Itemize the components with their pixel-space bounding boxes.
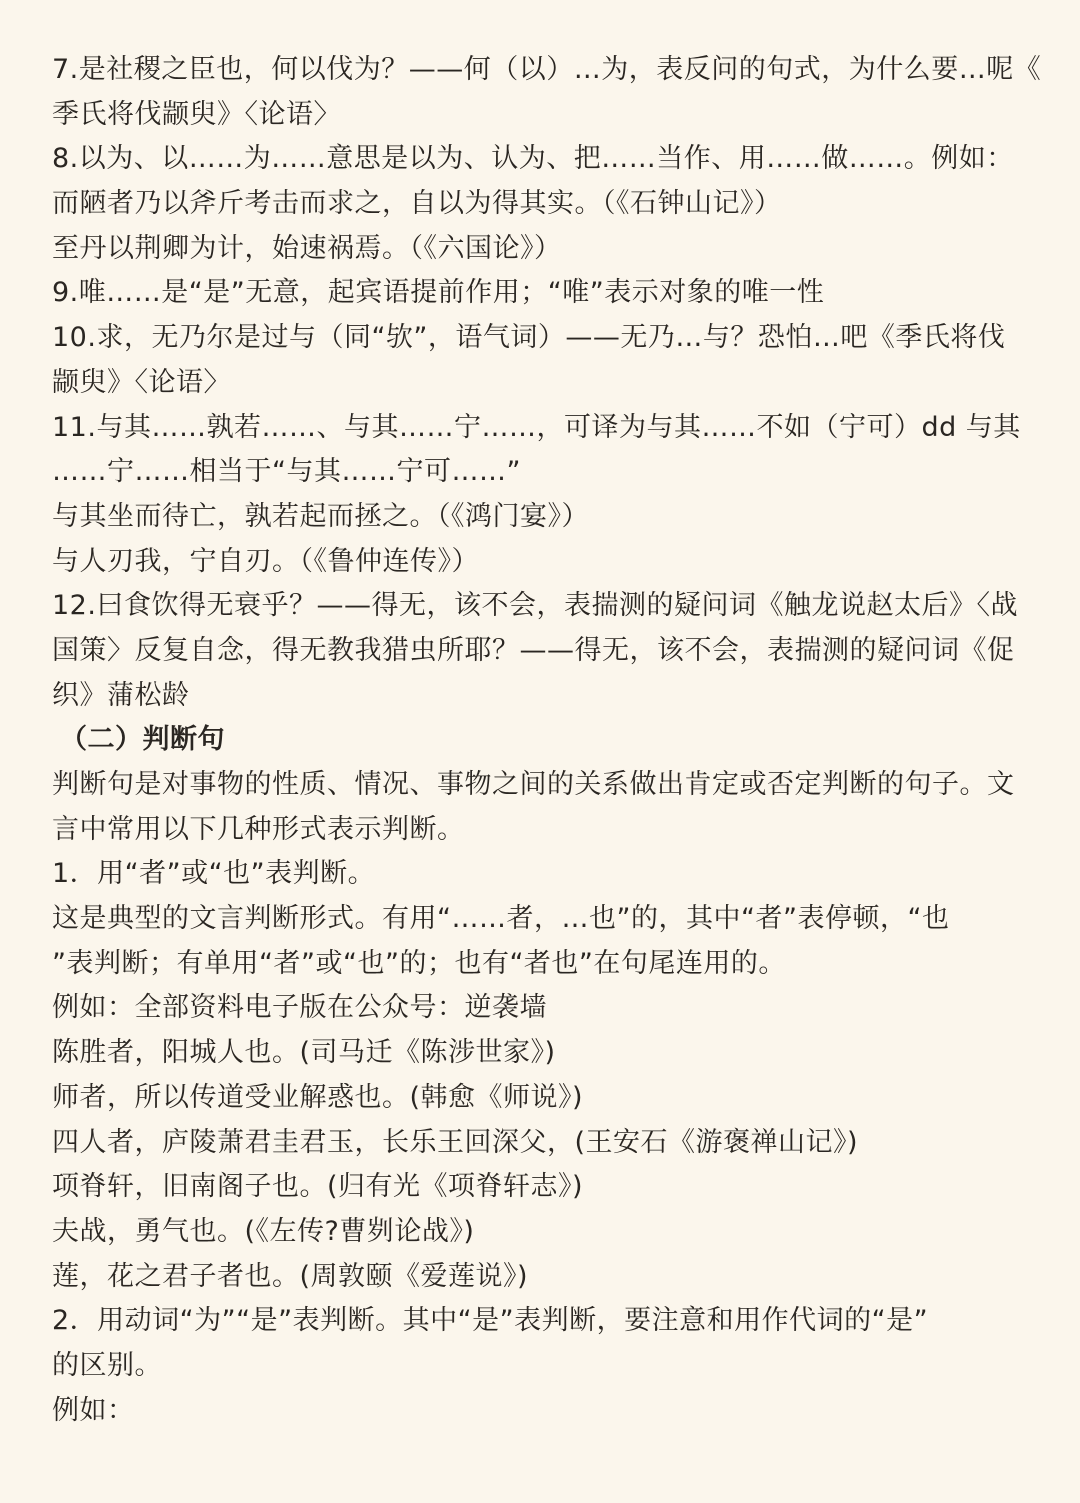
text-line: 莲，花之君子者也。(周敦颐《爱莲说》) [52,1260,529,1292]
text-line: 国策〉反复自念，得无教我猎虫所耶？——得无，该不会，表揣测的疑问词《促 [52,634,1015,666]
text-line: 2．用动词“为”“是”表判断。其中“是”表判断，要注意和用作代词的“是” [52,1305,929,1337]
text-line: 织》蒲松龄 [52,679,190,711]
text-line: 季氏将伐颛臾》〈论语〉 [52,98,341,130]
section-heading: （二）判断句 [60,724,225,756]
text-line: 夫战，勇气也。(《左传?曹刿论战》) [52,1215,475,1247]
text-line: 与人刃我，宁自刃。（《鲁仲连传》） [52,545,479,577]
text-line: 7.是社稷之臣也，何以伐为？——何（以）…为，表反问的句式，为什么要…呢《 [52,54,1042,85]
text-line: 至丹以荆卿为计，始速祸焉。（《六国论》） [52,232,562,264]
text-line: 9.唯……是“是”无意，起宾语提前作用；“唯”表示对象的唯一性 [52,277,825,309]
text-line: 例如： [52,1394,135,1426]
text-line: ……宁……相当于“与其……宁可……” [52,456,521,488]
document-page [52,48,1042,1433]
text-line: 12.曰食饮得无衰乎？——得无，该不会，表揣测的疑问词《触龙说赵太后》〈战 [52,590,1018,622]
text-line: 1．用“者”或“也”表判断。 [52,858,376,890]
text-line: 这是典型的文言判断形式。有用“……者，…也”的，其中“者”表停顿，“也 [52,903,950,935]
text-line: 项脊轩，旧南阁子也。(归有光《项脊轩志》) [52,1171,584,1203]
text-line: 师者，所以传道受业解惑也。(韩愈《师说》) [52,1081,584,1113]
text-line: 11.与其……孰若……、与其……宁……，可译为与其……不如（宁可）dd 与其 [52,411,1021,443]
text-line: 四人者，庐陵萧君圭君玉，长乐王回深父，(王安石《游褒禅山记》) [52,1126,859,1158]
text-line: 例如：全部资料电子版在公众号：逆袭墙 [52,992,547,1024]
text-line: 言中常用以下几种形式表示判断。 [52,813,465,845]
text-line: 10.求，无乃尔是过与（同“欤”，语气词）——无乃…与？恐怕…吧《季氏将伐 [52,322,1006,354]
text-line: 判断句是对事物的性质、情况、事物之间的关系做出肯定或否定判断的句子。文 [52,769,1015,800]
text-line: 陈胜者，阳城人也。(司马迁《陈涉世家》) [52,1037,556,1069]
text-line: ”表判断；有单用“者”或“也”的；也有“者也”在句尾连用的。 [52,947,786,979]
text-line: 与其坐而待亡，孰若起而拯之。（《鸿门宴》） [52,500,589,532]
text-line: 8.以为、以……为……意思是以为、认为、把……当作、用……做……。例如： [52,143,1014,175]
text-line: 颛臾》〈论语〉 [52,366,231,398]
text-line: 的区别。 [52,1349,162,1381]
text-line: 而陋者乃以斧斤考击而求之，自以为得其实。（《石钟山记》） [52,188,782,220]
